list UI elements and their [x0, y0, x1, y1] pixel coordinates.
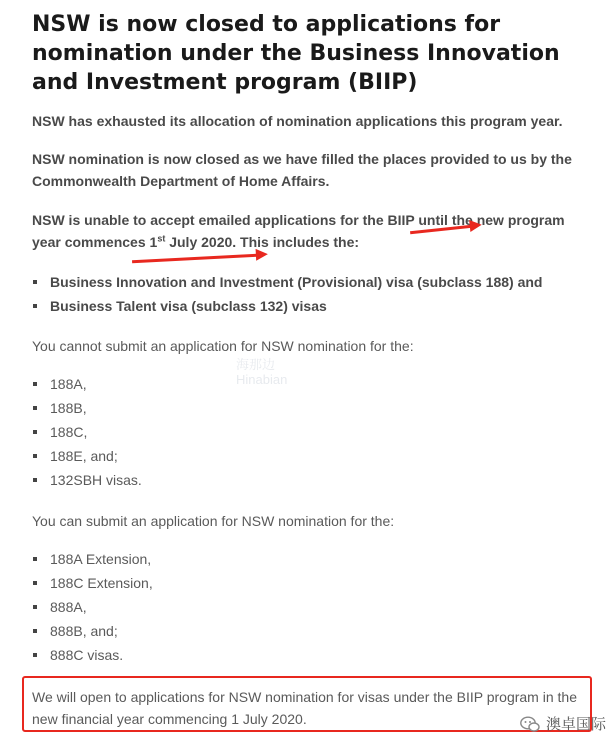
allocation-exhausted-text: NSW has exhausted its allocation of nomination applications this program year.: [32, 113, 563, 129]
list-item: 888C visas.: [32, 643, 592, 667]
list-item: Business Innovation and Investment (Provisional) visa (subclass 188) and: [32, 270, 592, 294]
list-item: 132SBH visas.: [32, 468, 592, 492]
wechat-icon: [520, 716, 540, 732]
list-item: 888A,: [32, 595, 592, 619]
brand-name: 澳卓国际: [545, 716, 606, 733]
list-item: 188C,: [32, 420, 592, 444]
closed-visa-list: [32, 270, 592, 318]
red-arrow-annotation: [132, 254, 258, 264]
can-submit-intro: You can submit an application for NSW nomination for the:: [32, 513, 395, 529]
can-submit-list: [32, 547, 592, 667]
list-item: 888B, and;: [32, 619, 592, 643]
list-item: 188A Extension,: [32, 547, 592, 571]
list-item: 188E, and;: [32, 444, 592, 468]
nomination-closed-text: NSW nomination is now closed as we have filled the places provided to us by the Commonwealth Department of Home Affairs.: [32, 151, 572, 189]
cannot-submit-intro: You cannot submit an application for NSW nomination for the:: [32, 338, 414, 354]
list-item: Business Talent visa (subclass 132) visas: [32, 294, 592, 318]
cannot-submit-list: [32, 372, 592, 492]
brand-badge: [520, 713, 606, 734]
watermark: 海那边 Hinabian: [236, 357, 288, 387]
list-item: 188C Extension,: [32, 571, 592, 595]
list-item: 188A,: [32, 372, 592, 396]
reopen-notice: We will open to applications for NSW nomination for visas under the BIIP program in the new financial year commencing 1 July 2020.: [32, 689, 577, 727]
email-applications-text: NSW is unable to accept emailed applications for the BIIP until the new program year commences 1st July 2020. This includes the:: [32, 212, 565, 250]
page-title: NSW is now closed to applications for nomination under the Business Innovation and Investment program (BIIP): [32, 12, 560, 95]
list-item: 188B,: [32, 396, 592, 420]
